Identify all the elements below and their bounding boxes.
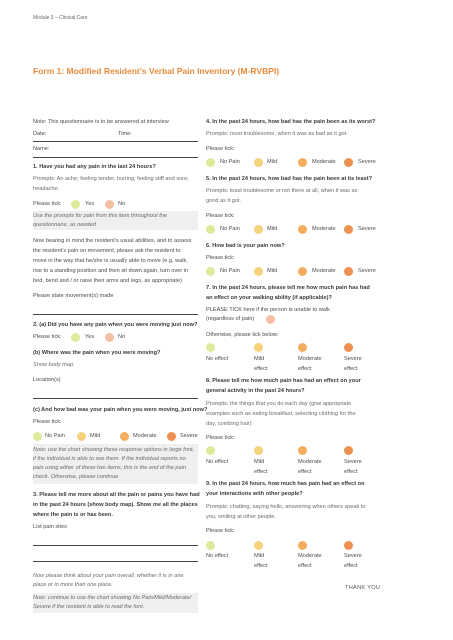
q1-prompts-cont: headache. <box>33 186 60 192</box>
q8-mild-effect-label: effect <box>254 469 268 475</box>
location-line[interactable] <box>33 398 198 399</box>
q6-moderate-checkbox[interactable] <box>298 267 307 276</box>
q8-prompts-2: examples such as eating breakfast, selecting clothing for the <box>206 411 356 417</box>
q5-no-pain-label: No Pain <box>220 226 240 232</box>
q9-mild-label: Mild <box>254 553 265 559</box>
q4-severe-checkbox[interactable] <box>344 158 353 167</box>
q2c-mild-checkbox[interactable] <box>77 432 86 441</box>
chart-note-2: if the individual is able to see them. If the individual reports no <box>33 456 186 462</box>
chart-note-1: Note: use the chart showing these response options in large font, <box>33 447 195 453</box>
q7-unable-walk-2: (regardless of pain) <box>206 316 255 322</box>
pain-sites-line-1[interactable] <box>33 545 198 546</box>
q7-mild-checkbox[interactable] <box>254 343 263 352</box>
q7-moderate-checkbox[interactable] <box>298 343 307 352</box>
movement-instructions-2: the resident’s pain on movement, please ask the resident to <box>33 248 181 254</box>
q7-moderate-label: Moderate <box>298 356 322 362</box>
q2a-yes-label: Yes <box>85 334 95 340</box>
question-9-line2: your interactions with other people? <box>206 491 303 497</box>
q1-tick-label: Please tick: <box>33 201 62 207</box>
q2a-tick-label: Please tick: <box>33 334 62 340</box>
q8-mild-label: Mild <box>254 459 265 465</box>
q6-severe-checkbox[interactable] <box>344 267 353 276</box>
q9-mild-checkbox[interactable] <box>254 541 263 550</box>
q5-no-pain-checkbox[interactable] <box>206 225 215 234</box>
module-header: Module 3 – Clinical Care <box>33 15 88 21</box>
q6-mild-label: Mild <box>267 268 278 274</box>
q2a-no-checkbox[interactable] <box>105 333 114 342</box>
pain-sites-line-2[interactable] <box>33 561 198 562</box>
q9-prompts-1: Prompts: chatting, saying hello, answering when others speak to <box>206 504 366 510</box>
movement-instructions-1: Now bearing in mind the resident’s usual abilities, and to assess <box>33 238 192 244</box>
movements-line[interactable] <box>33 314 198 315</box>
q2c-moderate-checkbox[interactable] <box>120 432 129 441</box>
q9-severe-effect-label: effect <box>344 563 358 569</box>
q6-mild-checkbox[interactable] <box>254 267 263 276</box>
q2c-mild-label: Mild <box>90 433 101 439</box>
question-6: 6. How bad is your pain now? <box>206 243 285 249</box>
time-label: Time: <box>118 131 132 137</box>
form-title: Form 1: Modified Resident’s Verbal Pain Inventory (M-RVBPI) <box>33 66 280 76</box>
q2c-no-pain-checkbox[interactable] <box>33 432 42 441</box>
q1-no-checkbox[interactable] <box>105 200 114 209</box>
question-7-line2: an effect on your walking ability (if applicable)? <box>206 295 332 301</box>
q7-unable-walk-1: PLEASE TICK here if the person is unable to walk <box>206 307 330 313</box>
q4-moderate-label: Moderate <box>312 159 336 165</box>
use-prompts-note: Use the prompts for pain from this item throughout the <box>33 213 168 219</box>
q5-prompts-1: Prompts: least troublesome or not there at all, when it was as <box>206 188 358 194</box>
q8-severe-effect-label: effect <box>344 469 358 475</box>
q9-no-effect-label: No effect <box>206 553 229 559</box>
date-time-line <box>33 141 198 142</box>
question-8-line2: general activity in the past 24 hours? <box>206 388 305 394</box>
q9-moderate-checkbox[interactable] <box>298 541 307 550</box>
q2c-no-pain-label: No Pain <box>45 433 65 439</box>
q5-tick-label: Please tick: <box>206 213 235 219</box>
continue-note-1: Note: continue to use the chart showing No Pain/Mild/Moderate/ <box>33 595 192 601</box>
date-label: Date: <box>33 131 47 137</box>
interview-note: Note: This questionnaire is to be answered at interview <box>33 119 169 125</box>
q9-mild-effect-label: effect <box>254 563 268 569</box>
q4-prompts: Prompts: most troublesome, when it was as bad as it got. <box>206 131 348 137</box>
q2c-moderate-label: Moderate <box>133 433 157 439</box>
name-line <box>33 157 198 158</box>
q8-prompts-1: Prompts: the things that you do each day (give appropriate <box>206 401 352 407</box>
q2c-tick-label: Please tick: <box>33 419 62 425</box>
q2a-yes-checkbox[interactable] <box>71 333 80 342</box>
q8-mild-checkbox[interactable] <box>254 446 263 455</box>
q9-moderate-effect-label: effect <box>298 563 312 569</box>
q5-moderate-label: Moderate <box>312 226 336 232</box>
q1-no-label: No <box>118 201 126 207</box>
question-2b: (b) Where was the pain when you were moving? <box>33 350 161 356</box>
q4-tick-label: Please tick: <box>206 146 235 152</box>
q5-moderate-checkbox[interactable] <box>298 225 307 234</box>
q4-moderate-checkbox[interactable] <box>298 158 307 167</box>
q7-unable-walk-checkbox[interactable] <box>266 315 275 324</box>
question-9-line1: 9. In the past 24 hours, how much has pain had an effect on <box>206 481 365 487</box>
q5-severe-label: Severe <box>358 226 376 232</box>
q8-prompts-3: day, combing hair) <box>206 421 252 427</box>
q2a-no-label: No <box>118 334 126 340</box>
list-sites-label: List pain sites <box>33 524 67 530</box>
q4-severe-label: Severe <box>358 159 376 165</box>
think-overall-1: Now please think about your pain overall, whether it is in one <box>33 573 184 579</box>
q9-tick-label: Please tick: <box>206 528 235 534</box>
movement-instructions-4: rise to a standing position and then sit down again, turn over in <box>33 268 189 274</box>
q9-severe-label: Severe <box>344 553 362 559</box>
q7-mild-label: Mild <box>254 356 265 362</box>
q7-moderate-effect-label: effect <box>298 366 312 372</box>
q1-yes-label: Yes <box>85 201 95 207</box>
question-3-line3: where the pain is or has been. <box>33 512 113 518</box>
q6-no-pain-label: No Pain <box>220 268 240 274</box>
q7-severe-label: Severe <box>344 356 362 362</box>
movement-instructions-5: bed, bend and / or raise their arms and legs, as appropriate) <box>33 278 182 284</box>
chart-note-4: check. Otherwise, please continue <box>33 474 119 480</box>
q6-no-pain-checkbox[interactable] <box>206 267 215 276</box>
movement-instructions-3: move in the way that he/she is usually able to move (e.g. walk, <box>33 258 188 264</box>
q4-mild-label: Mild <box>267 159 278 165</box>
q9-moderate-label: Moderate <box>298 553 322 559</box>
question-3-line1: 3. Please tell me more about all the pain or pains you have had <box>33 492 200 498</box>
question-1: 1. Have you had any pain in the last 24 hours? <box>33 164 156 170</box>
q7-no-effect-checkbox[interactable] <box>206 343 215 352</box>
q7-no-effect-label: No effect <box>206 356 229 362</box>
question-4: 4. In the past 24 hours, how bad has the pain been as its worst? <box>206 119 376 125</box>
q2c-severe-label: Severe <box>180 433 198 439</box>
q1-prompts: Prompts: An ache; feeling tender, hurting; feeling stiff and sore; <box>33 176 189 182</box>
use-prompts-note-cont: questionnaire, as needed <box>33 222 96 228</box>
thank-you: THANK YOU <box>345 585 381 591</box>
q4-no-pain-label: No Pain <box>220 159 240 165</box>
location-label: Location(s) <box>33 377 61 383</box>
q5-mild-label: Mild <box>267 226 278 232</box>
q7-severe-effect-label: effect <box>344 366 358 372</box>
q9-severe-checkbox[interactable] <box>344 541 353 550</box>
q8-no-effect-checkbox[interactable] <box>206 446 215 455</box>
q5-mild-checkbox[interactable] <box>254 225 263 234</box>
question-2c: (c) And how bad was your pain when you were moving, just now? <box>33 407 208 413</box>
q6-tick-label: Please tick: <box>206 255 235 261</box>
question-7-line1: 7. In the past 24 hours, please tell me how much pain has had <box>206 285 370 291</box>
q8-moderate-label: Moderate <box>298 459 322 465</box>
chart-note-3: pain using either of these two items, this is the end of the pain <box>33 465 186 471</box>
question-5: 5. In the past 24 hours, how bad has the pain been at its least? <box>206 176 372 182</box>
q7-mild-effect-label: effect <box>254 366 268 372</box>
q8-severe-label: Severe <box>344 459 362 465</box>
question-8-line1: 8. Please tell me how much pain has had an effect on your <box>206 378 361 384</box>
name-label: Name: <box>33 146 50 152</box>
q1-yes-checkbox[interactable] <box>71 200 80 209</box>
question-2a: 2. (a) Did you have any pain when you were moving just now? <box>33 322 198 328</box>
q8-tick-label: Please tick: <box>206 435 235 441</box>
think-overall-2: place or in more than one place. <box>33 582 113 588</box>
q8-moderate-effect-label: effect <box>298 469 312 475</box>
q9-prompts-2: you, smiling at other people. <box>206 514 276 520</box>
q4-mild-checkbox[interactable] <box>254 158 263 167</box>
q8-moderate-checkbox[interactable] <box>298 446 307 455</box>
q8-severe-checkbox[interactable] <box>344 446 353 455</box>
question-3-line2: in the past 24 hours (show body map). Show me all the places <box>33 502 198 508</box>
q8-no-effect-label: No effect <box>206 459 229 465</box>
q9-no-effect-checkbox[interactable] <box>206 541 215 550</box>
q7-otherwise-label: Otherwise, please tick below: <box>206 332 279 338</box>
q4-no-pain-checkbox[interactable] <box>206 158 215 167</box>
q7-severe-checkbox[interactable] <box>344 343 353 352</box>
q5-severe-checkbox[interactable] <box>344 225 353 234</box>
q5-prompts-2: good as it got. <box>206 198 242 204</box>
continue-note-2: Severe if the resident is able to read the font. <box>33 604 145 610</box>
q2b-show-body-map: Show body map. <box>33 362 75 368</box>
q6-moderate-label: Moderate <box>312 268 336 274</box>
q6-severe-label: Severe <box>358 268 376 274</box>
state-movements-label: Please state movement(s) made <box>33 293 114 299</box>
q2c-severe-checkbox[interactable] <box>167 432 176 441</box>
